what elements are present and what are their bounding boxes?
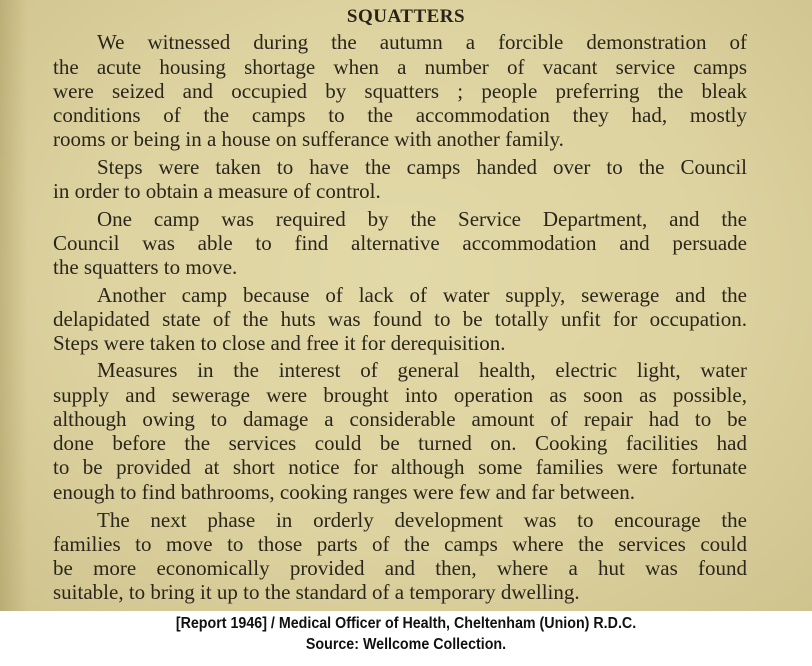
text-line: although owing to damage a considerable amount of repair had to be bbox=[53, 407, 747, 431]
text-line: Another camp because of lack of water supply, sewerage and the bbox=[97, 283, 747, 307]
section-title: SQUATTERS bbox=[346, 6, 466, 27]
text-line: Measures in the interest of general health, electric light, water bbox=[97, 358, 747, 382]
text-line: supply and sewerage were brought into operation as soon as possible, bbox=[53, 383, 747, 407]
text-line: We witnessed during the autumn a forcible demonstration of bbox=[97, 30, 747, 54]
caption-citation: [Report 1946] / Medical Officer of Health, Cheltenham (Union) R.D.C. bbox=[175, 615, 637, 632]
text-line: rooms or being in a house on sufferance with another family. bbox=[53, 127, 564, 151]
text-line: the acute housing shortage when a number of vacant service camps bbox=[53, 55, 747, 79]
text-line: done before the services could be turned on. Cooking facilities had bbox=[53, 431, 747, 455]
text-line: enough to find bathrooms, cooking ranges were few and far between. bbox=[53, 480, 635, 504]
text-line: were seized and occupied by squatters ; people preferring the bleak bbox=[53, 79, 747, 103]
text-line: suitable, to bring it up to the standard of a temporary dwelling. bbox=[53, 580, 580, 604]
text-line: The next phase in orderly development was to encourage the bbox=[97, 508, 747, 532]
text-line: Steps were taken to have the camps handed over to the Council bbox=[97, 155, 747, 179]
text-line: One camp was required by the Service Department, and the bbox=[97, 207, 747, 231]
text-line: the squatters to move. bbox=[53, 255, 238, 279]
text-line: Steps were taken to close and free it for derequisition. bbox=[53, 331, 506, 355]
caption-source: Source: Wellcome Collection. bbox=[305, 636, 507, 653]
text-line: be more economically provided and then, where a hut was found bbox=[53, 556, 747, 580]
text-line: Council was able to find alternative accommodation and persuade bbox=[53, 231, 747, 255]
text-line: in order to obtain a measure of control. bbox=[53, 179, 381, 203]
text-line: families to move to those parts of the camps where the services could bbox=[53, 532, 747, 556]
text-line: conditions of the camps to the accommodation they had, mostly bbox=[53, 103, 747, 127]
text-line: delapidated state of the huts was found to be totally unfit for occupation. bbox=[53, 307, 747, 331]
text-line: to be provided at short notice for although some families were fortunate bbox=[53, 455, 747, 479]
